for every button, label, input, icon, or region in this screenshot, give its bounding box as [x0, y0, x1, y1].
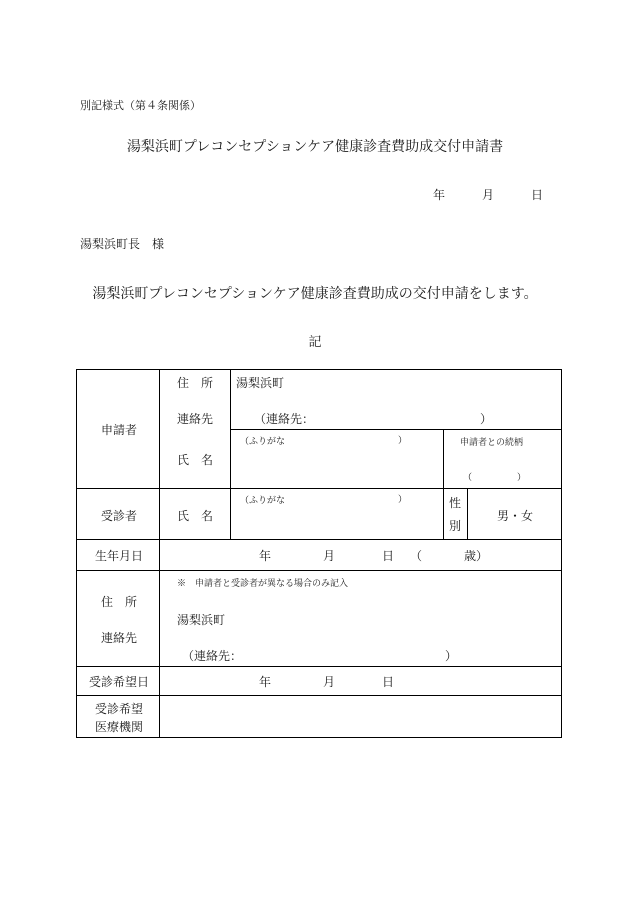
institution-field[interactable]: [170, 706, 550, 728]
table-border-right: [561, 369, 562, 738]
applicant-contact-field[interactable]: （連絡先：: [254, 412, 315, 426]
col-divider: [467, 488, 468, 539]
desired-date-year[interactable]: 年: [259, 675, 272, 689]
table-border-bottom: [76, 737, 562, 738]
desired-date-day[interactable]: 日: [382, 675, 395, 689]
relation-close: ）: [517, 473, 527, 483]
row-divider: [76, 695, 562, 696]
row-divider: [76, 488, 562, 489]
relation-label: 申請者との続柄: [460, 438, 524, 448]
applicant-contact-label: 連絡先: [177, 412, 214, 426]
date-day-label: 日: [531, 188, 544, 202]
examinee-furigana-field[interactable]: （ふりがな: [240, 496, 286, 506]
applicant-furigana-field[interactable]: （ふりがな: [240, 437, 286, 447]
table-border-top: [76, 369, 562, 370]
sex-label-top: 性: [449, 496, 462, 510]
birthdate-month[interactable]: 月: [323, 549, 336, 563]
sex-select[interactable]: 男・女: [497, 509, 534, 523]
page-title: 湯梨浜町プレコンセプションケア健康診査費助成交付申請書: [126, 139, 504, 155]
desired-date-label: 受診希望日: [89, 675, 150, 689]
date-year-label: 年: [433, 188, 446, 202]
row-divider: [76, 666, 562, 667]
address-label: 住 所: [101, 595, 138, 609]
address-contact-close: ）: [445, 649, 458, 663]
applicant-address-label: 住 所: [177, 376, 214, 390]
col-divider: [443, 429, 444, 539]
applicant-label: 申請者: [101, 423, 138, 437]
address-value[interactable]: 湯梨浜町: [177, 613, 226, 627]
date-month-label: 月: [482, 188, 495, 202]
birthdate-label: 生年月日: [95, 549, 144, 563]
address-note: ※ 申請者と受診者が異なる場合のみ記入: [177, 579, 349, 589]
age-field[interactable]: （: [410, 549, 423, 563]
desired-date-month[interactable]: 月: [323, 675, 336, 689]
sex-label-bottom: 別: [449, 519, 462, 533]
applicant-furigana-close: ）: [398, 436, 408, 446]
contact-label: 連絡先: [101, 631, 138, 645]
row-divider: [76, 539, 562, 540]
examinee-name-label: 氏 名: [177, 509, 214, 523]
birthdate-day[interactable]: 日: [382, 549, 395, 563]
col-divider: [230, 369, 231, 539]
examinee-furigana-close: ）: [398, 495, 408, 505]
age-close: 歳）: [464, 549, 489, 563]
row-divider: [76, 570, 562, 571]
relation-field[interactable]: （: [463, 473, 473, 483]
examinee-label: 受診者: [101, 509, 138, 523]
institution-label-bottom: 医療機関: [95, 720, 144, 734]
institution-label-top: 受診希望: [95, 702, 144, 716]
ki-heading: 記: [308, 335, 322, 350]
addressee: 湯梨浜町長 様: [80, 237, 165, 251]
table-border-left: [76, 369, 77, 738]
applicant-name-label: 氏 名: [177, 453, 214, 467]
address-contact-field[interactable]: （連絡先：: [182, 649, 243, 663]
row-divider: [230, 429, 562, 430]
form-id: 別記様式（第４条関係）: [80, 99, 201, 112]
col-divider: [159, 369, 160, 738]
applicant-contact-close: ）: [480, 412, 493, 426]
birthdate-year[interactable]: 年: [259, 549, 272, 563]
application-statement: 湯梨浜町プレコンセプションケア健康診査費助成の交付申請をします。: [92, 286, 538, 302]
applicant-address-value[interactable]: 湯梨浜町: [236, 376, 285, 390]
